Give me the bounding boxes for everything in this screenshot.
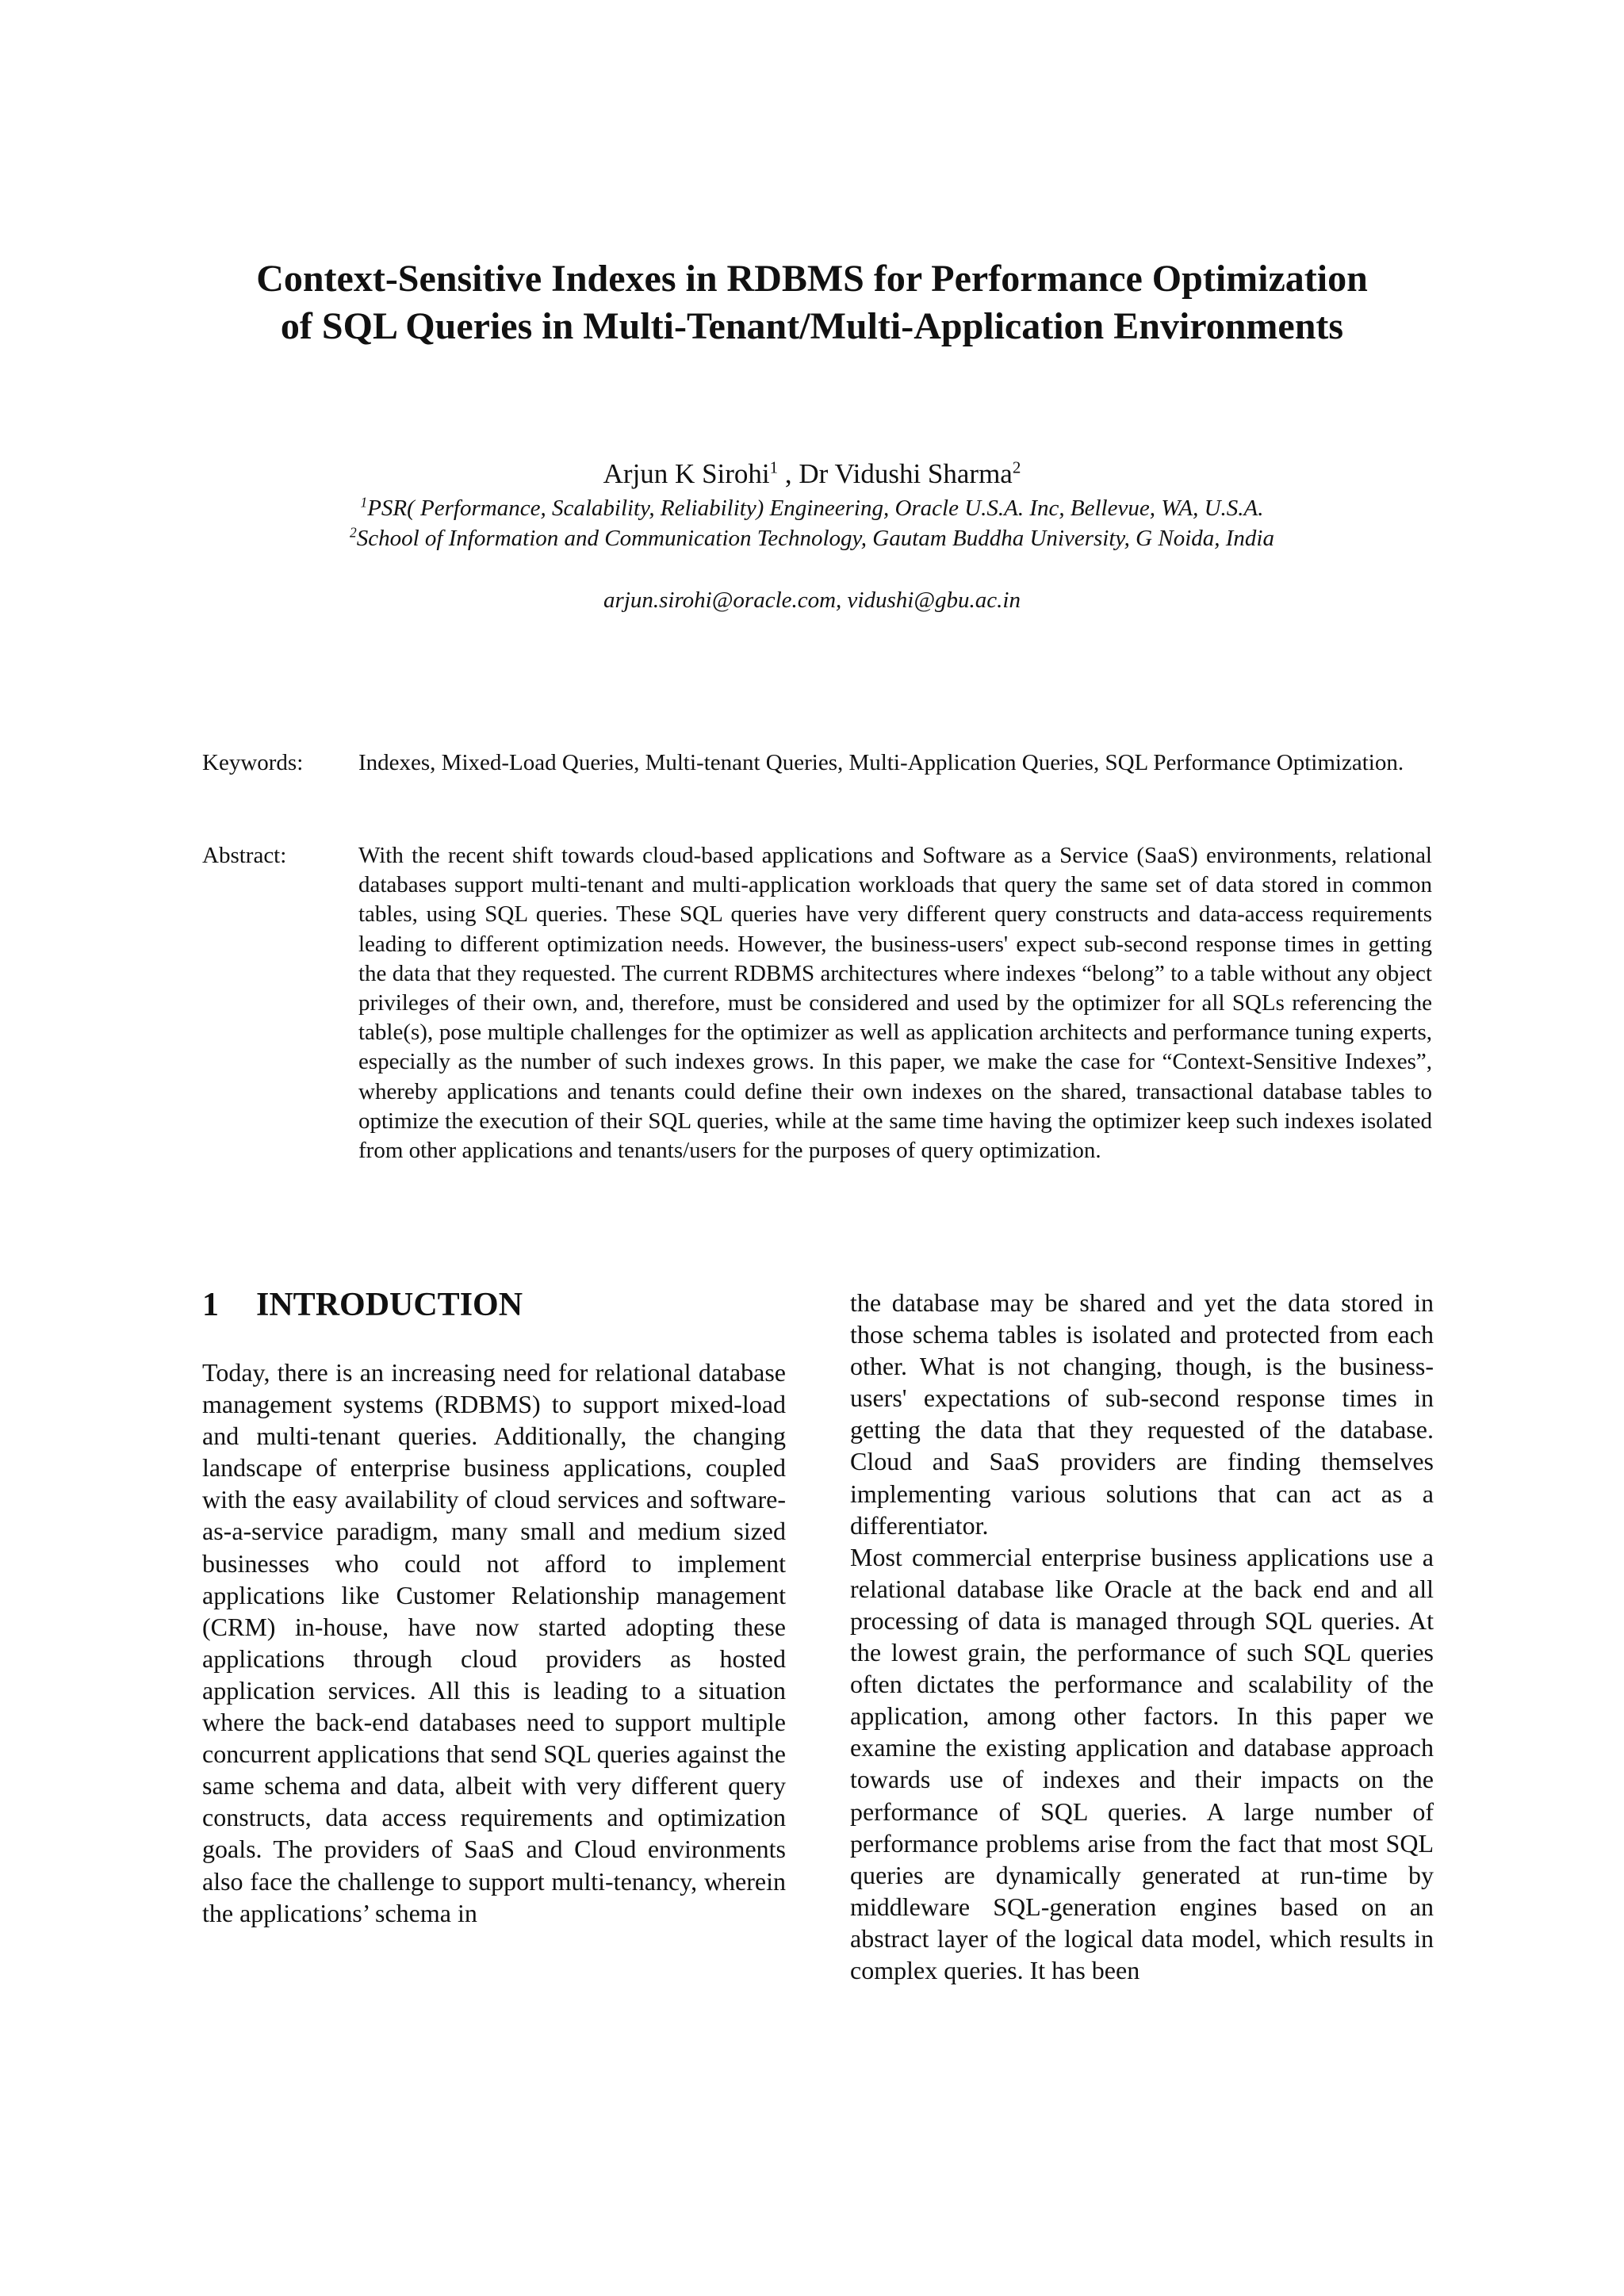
section-1-number: 1 — [202, 1287, 219, 1323]
keywords-text: Indexes, Mixed-Load Queries, Multi-tenant Queries, Multi-Application Queries, SQL Performance Optimization. — [358, 750, 1404, 775]
author-list — [143, 457, 1481, 492]
affiliation-1-text: PSR( Performance, Scalability, Reliability) Engineering, Oracle U.S.A. Inc, Bellevue, WA, U.S.A. — [367, 496, 1264, 521]
affiliation-2-text: School of Information and Communication Technology, Gautam Buddha University, G Noida, India — [356, 526, 1274, 551]
section-1-title: INTRODUCTION — [256, 1287, 523, 1323]
affiliation-1-mark: 1 — [360, 494, 368, 511]
affiliation-1 — [143, 493, 1481, 523]
abstract-label: Abstract: — [202, 843, 287, 868]
keywords-label: Keywords: — [202, 750, 304, 775]
intro-paragraph-2: Most commercial enterprise business applications use a relational database like Oracle at the back end and all processing of data is managed through SQL queries. At the lowest grain, the performance of such SQL queries often dictates the performance and scalability of the application, among other factors. In this paper we examine the existing application and database approach towards use of indexes and their impacts on the performance of SQL queries. A large number of performance problems arise from the fact that most SQL queries are dynamically generated at run-time by middleware SQL-generation engines based on an abstract layer of the logical data model, which results in complex queries. It has been — [850, 1542, 1434, 1984]
author-2-name: Dr Vidushi Sharma — [799, 458, 1013, 489]
author-2-affiliation-mark: 2 — [1012, 457, 1021, 477]
intro-paragraph-1-continued: the database may be shared and yet the data stored in those schema tables is isolated and protected from each other. What is not changing, though, is the business-users' expectations of sub-second response times in getting the data that they requested of the database. Cloud and SaaS providers are finding themselves implementing various solutions that can act as a differentiator. — [850, 1288, 1434, 1540]
title-line-2: of SQL Queries in Multi-Tenant/Multi-Application Environments — [280, 305, 1344, 347]
right-column — [850, 1287, 1434, 1986]
section-1-heading — [202, 1284, 523, 1326]
author-separator: , — [778, 458, 799, 489]
author-1-name: Arjun K Sirohi — [603, 458, 770, 489]
author-emails: arjun.sirohi@oracle.com, vidushi@gbu.ac.in — [603, 587, 1021, 613]
title-line-1: Context-Sensitive Indexes in RDBMS for Performance Optimization — [256, 258, 1368, 300]
left-column — [202, 1357, 786, 1929]
affiliation-2 — [143, 523, 1481, 553]
abstract-text: With the recent shift towards cloud-based applications and Software as a Service (SaaS) environments, relational databases support multi-tenant and multi-application workloads that query the same set of data stored in common tables, using SQL queries. These SQL queries have very different query constructs and data-access requirements leading to different optimization needs. However, the business-users' expect sub-second response times in getting the data that they requested. The current RDBMS architectures where indexes “belong” to a table without any object privileges of their own, and, therefore, must be considered and used by the optimizer for all SQLs referencing the table(s), pose multiple challenges for the optimizer as well as application architects and performance tuning experts, especially as the number of such indexes grows. In this paper, we make the case for “Context-Sensitive Indexes”, whereby applications and tenants could define their own indexes on the shared, transactional database tables to optimize the execution of their SQL queries, while at the same time having the optimizer keep such indexes isolated from other applications and tenants/users for the purposes of query optimization. — [358, 843, 1432, 1164]
author-1-affiliation-mark: 1 — [769, 457, 779, 477]
paper-title — [143, 255, 1481, 350]
affiliation-2-mark: 2 — [350, 524, 357, 541]
intro-paragraph-1: Today, there is an increasing need for relational database management systems (RDBMS) to support mixed-load and multi-tenant queries. Additionally, the changing landscape of enterprise business applications, coupled with the easy availability of cloud services and software-as-a-service paradigm, many small and medium sized businesses who could not afford to implement applications like Customer Relationship management (CRM) in-house, have now started adopting these applications through cloud providers as hosted application services. All this is leading to a situation where the back-end databases need to support multiple concurrent applications that send SQL queries against the same schema and data, albeit with very different query constructs, data access requirements and optimization goals. The providers of SaaS and Cloud environments also face the challenge to support multi-tenancy, wherein the applications’ schema in — [202, 1358, 786, 1927]
